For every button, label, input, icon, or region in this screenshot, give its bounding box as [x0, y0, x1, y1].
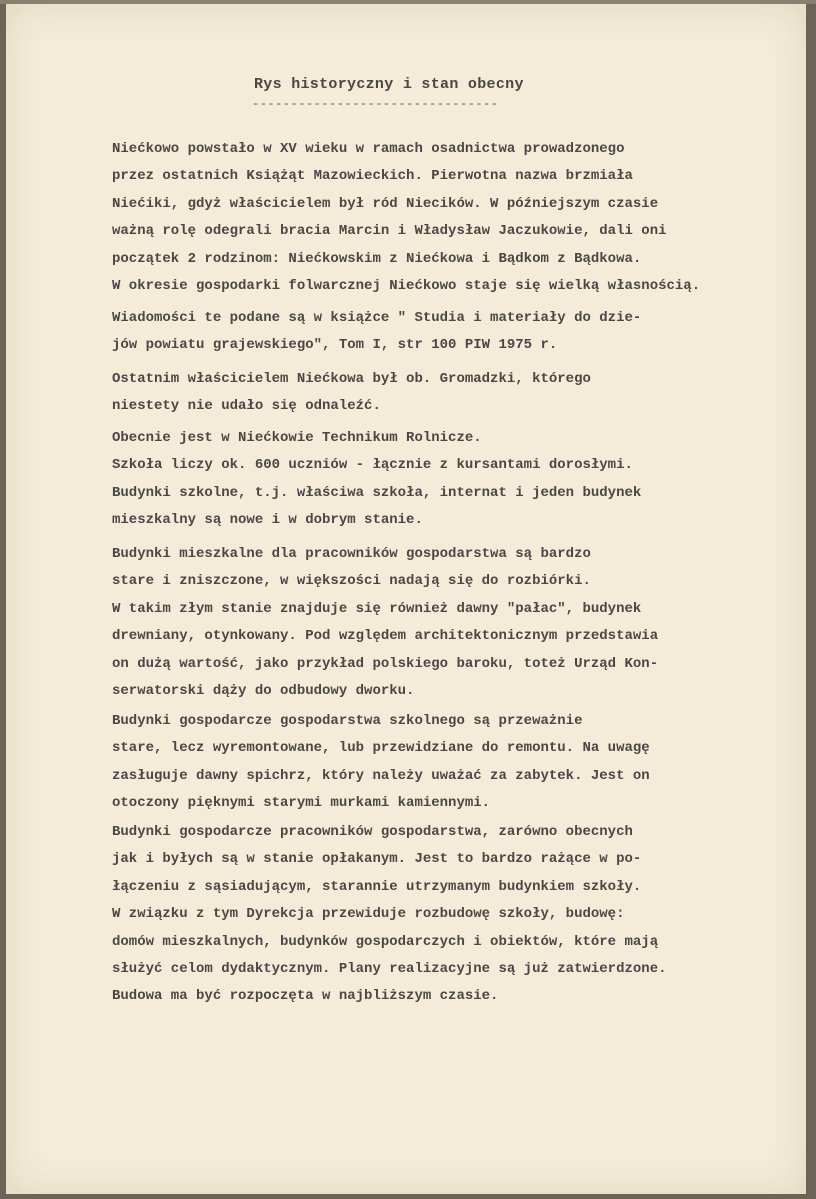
- text-line: stare i zniszczone, w większości nadają się do rozbiórki.: [112, 573, 591, 590]
- text-line: Ostatnim właścicielem Niećkowa był ob. Gromadzki, którego: [112, 371, 591, 387]
- paragraph-farm-buildings: [112, 708, 802, 818]
- text-line: Szkoła liczy ok. 600 uczniów - łącznie z kursantami dorosłymi.: [112, 457, 633, 474]
- text-line: przez ostatnich Książąt Mazowieckich. Pierwotna nazwa brzmiała: [112, 168, 633, 185]
- text-line: stare, lecz wyremontowane, lub przewidziane do remontu. Na uwagę: [112, 740, 650, 757]
- paragraph-housing: [112, 541, 802, 705]
- text-line: Obecnie jest w Niećkowie Technikum Rolnicze.: [112, 430, 482, 446]
- text-line: początek 2 rodzinom: Niećkowskim z Niećkowa i Bądkom z Bądkowa.: [112, 250, 642, 267]
- text-line: Budynki gospodarcze pracowników gospodarstwa, zarówno obecnych: [112, 824, 633, 840]
- text-line: Niećkowo powstało w XV wieku w ramach osadnictwa prowadzonego: [112, 141, 625, 157]
- text-line: niestety nie udało się odnaleźć.: [112, 398, 381, 415]
- text-line: Niećiki, gdyż właścicielem był ród Niecików. W późniejszym czasie: [112, 195, 659, 212]
- paragraph-school: [112, 425, 802, 535]
- text-line: Wiadomości te podane są w książce " Studia i materiały do dzie-: [112, 310, 642, 326]
- text-line: służyć celom dydaktycznym. Plany realizacyjne są już zatwierdzone.: [112, 961, 667, 978]
- text-line: mieszkalny są nowe i w dobrym stanie.: [112, 512, 423, 529]
- text-line: otoczony pięknymi starymi murkami kamiennymi.: [112, 795, 491, 812]
- text-line: drewniany, otynkowany. Pod względem architektonicznym przedstawia: [112, 628, 659, 645]
- page-title: Rys historyczny i stan obecny: [254, 76, 524, 93]
- text-line: W okresie gospodarki folwarcznej Niećkowo staje się wielką własnością.: [112, 278, 701, 295]
- text-line: ważną rolę odegrali bracia Marcin i Władysław Jaczukowie, dali oni: [112, 223, 667, 240]
- text-line: jak i byłych są w stanie opłakanym. Jest to bardzo rażące w po-: [112, 851, 642, 868]
- text-line: Budynki szkolne, t.j. właściwa szkoła, internat i jeden budynek: [112, 484, 642, 501]
- text-line: jów powiatu grajewskiego", Tom I, str 100 PIW 1975 r.: [112, 337, 558, 354]
- text-line: zasługuje dawny spichrz, który należy uważać za zabytek. Jest on: [112, 767, 650, 784]
- paragraph-last-owner: [112, 366, 802, 421]
- title-underline: --------------------------------: [252, 97, 499, 111]
- text-line: W związku z tym Dyrekcja przewiduje rozbudowę szkoły, budowę:: [112, 906, 625, 923]
- paragraph-workers-buildings: [112, 819, 802, 1011]
- text-line: W takim złym stanie znajduje się również dawny "pałac", budynek: [112, 600, 642, 617]
- text-line: Budynki mieszkalne dla pracowników gospodarstwa są bardzo: [112, 546, 591, 562]
- text-line: Budowa ma być rozpoczęta w najbliższym czasie.: [112, 988, 499, 1005]
- paragraph-source: [112, 305, 802, 360]
- paragraph-history: [112, 136, 802, 300]
- text-line: łączeniu z sąsiadującym, starannie utrzymanym budynkiem szkoły.: [112, 878, 642, 895]
- text-line: serwatorski dąży do odbudowy dworku.: [112, 683, 415, 700]
- text-line: domów mieszkalnych, budynków gospodarczych i obiektów, które mają: [112, 933, 659, 950]
- text-line: on dużą wartość, jako przykład polskiego baroku, toteż Urząd Kon-: [112, 655, 659, 672]
- text-line: Budynki gospodarcze gospodarstwa szkolnego są przeważnie: [112, 713, 583, 729]
